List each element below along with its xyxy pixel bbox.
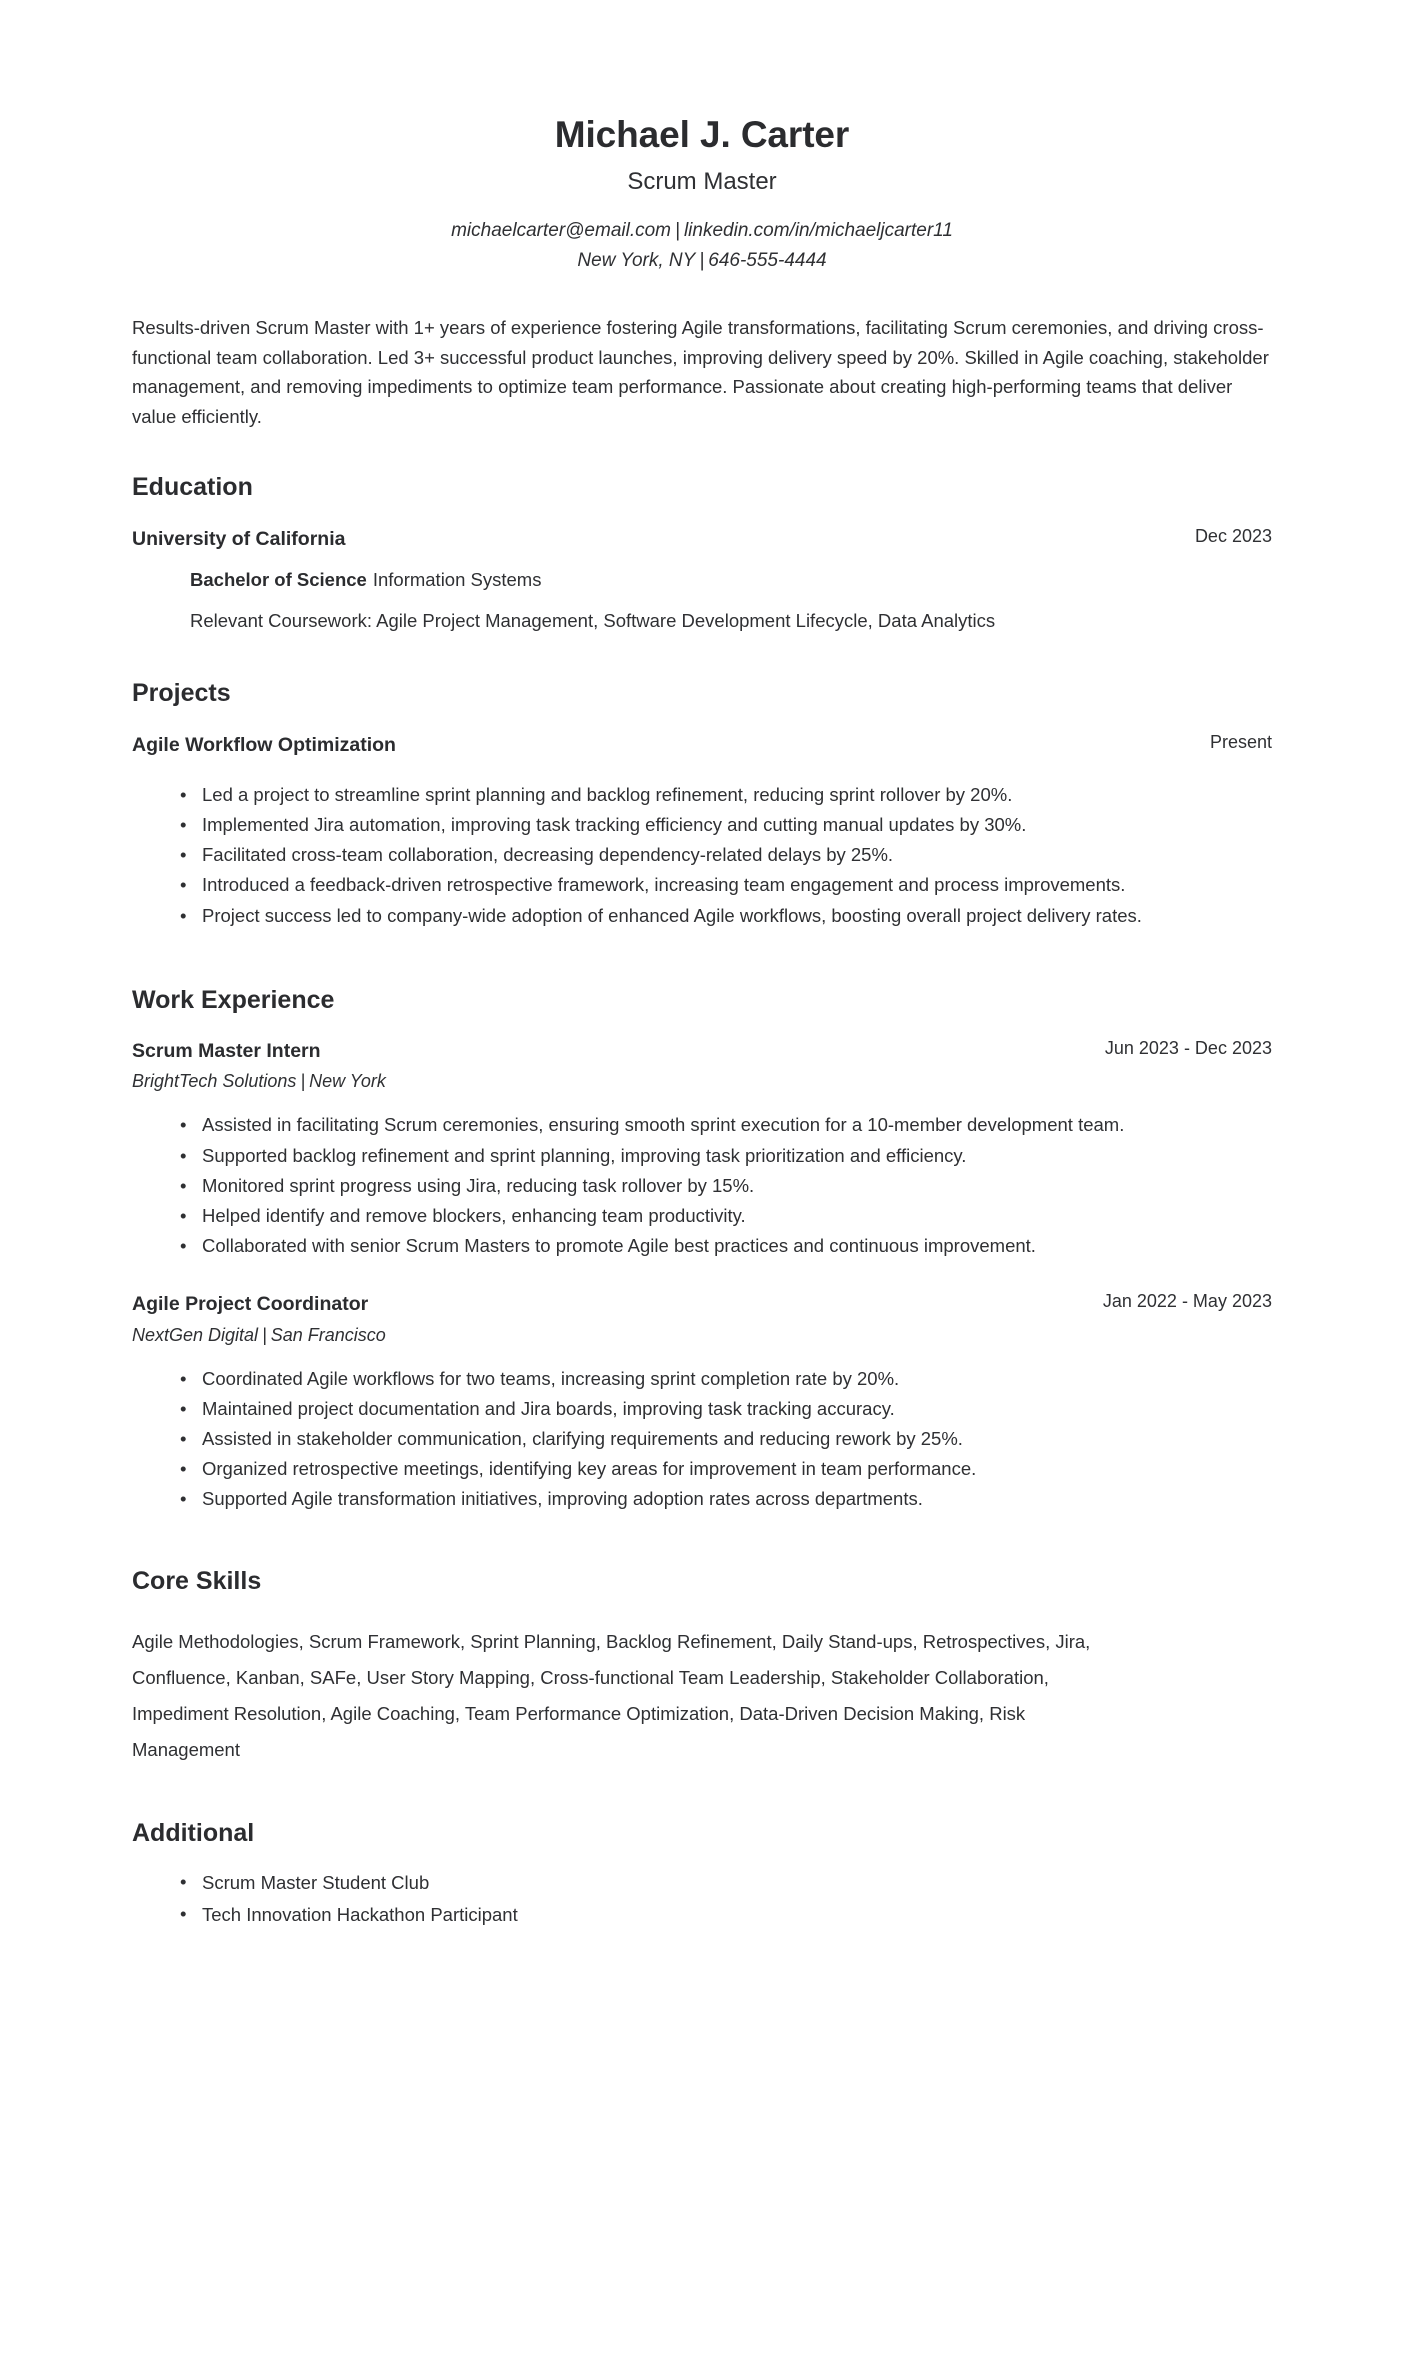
contact-email[interactable]: michaelcarter@email.com xyxy=(451,220,672,242)
work-bullet-list xyxy=(132,1110,1272,1261)
project-bullet-list xyxy=(132,780,1272,931)
list-item: • Supported Agile transformation initiatives, improving adoption rates across departments. xyxy=(180,1484,1272,1514)
work-company: BrightTech Solutions xyxy=(132,1071,297,1092)
work-entry-header xyxy=(132,1291,1272,1317)
work-entry xyxy=(132,1038,1272,1261)
list-item: • Organized retrospective meetings, identifying key areas for improvement in team performance. xyxy=(180,1454,1272,1484)
section-projects xyxy=(132,678,1272,930)
education-field: Information Systems xyxy=(372,568,542,590)
work-company-line xyxy=(132,1069,1272,1094)
education-school: University of California xyxy=(132,527,346,550)
additional-list xyxy=(132,1867,1272,1931)
list-item: • Tech Innovation Hackathon Participant xyxy=(180,1899,1272,1931)
education-degree: Bachelor of Science xyxy=(190,568,367,590)
work-entry xyxy=(132,1291,1272,1514)
project-entry-header xyxy=(132,732,1272,758)
work-date: Jun 2023 - Dec 2023 xyxy=(1104,1037,1272,1058)
section-heading-additional: Additional xyxy=(132,1818,255,1847)
section-education xyxy=(132,472,1272,634)
work-position: Agile Project Coordinator xyxy=(132,1293,369,1316)
education-degree-line xyxy=(190,566,1272,594)
section-heading-education: Education xyxy=(132,473,253,502)
education-entry xyxy=(132,526,1272,635)
list-item: • Assisted in stakeholder communication, clarifying requirements and reducing rework by 25%. xyxy=(180,1424,1272,1454)
core-skills-text: Agile Methodologies, Scrum Framework, Sprint Planning, Backlog Refinement, Daily Stand-ups, Retrospectives, Jira, Confluence, Kanban, SAFe, User Story Mapping, Cross-functional Team Leadership, Stakeholder Collaboration, Impediment Resolution, Agile Coaching, Team Performance Optimization, Data-Driven Decision Making, Risk Management xyxy=(132,1630,1091,1760)
section-heading-core-skills: Core Skills xyxy=(132,1567,262,1596)
section-core-skills xyxy=(132,1566,1272,1768)
education-entry-header xyxy=(132,526,1272,552)
project-entry xyxy=(132,732,1272,931)
contact-location: New York, NY xyxy=(577,249,696,271)
contact-line-secondary xyxy=(132,247,1272,275)
header-job-title: Scrum Master xyxy=(627,168,777,196)
list-item: • Supported backlog refinement and sprint planning, improving task prioritization and efficiency. xyxy=(180,1141,1272,1171)
education-date: Dec 2023 xyxy=(1194,525,1272,546)
section-heading-projects: Projects xyxy=(132,679,231,708)
list-item: • Maintained project documentation and Jira boards, improving task tracking accuracy. xyxy=(180,1394,1272,1424)
contact-separator: | xyxy=(699,249,705,271)
section-heading-work-experience: Work Experience xyxy=(132,985,335,1014)
list-item: • Project success led to company-wide adoption of enhanced Agile workflows, boosting overall project delivery rates. xyxy=(180,901,1272,931)
contact-phone[interactable]: 646-555-4444 xyxy=(708,249,827,271)
list-item: • Coordinated Agile workflows for two teams, increasing sprint completion rate by 20%. xyxy=(180,1364,1272,1394)
work-company: NextGen Digital xyxy=(132,1324,259,1345)
list-item: • Introduced a feedback-driven retrospective framework, increasing team engagement and process improvements. xyxy=(180,870,1272,900)
list-item: • Monitored sprint progress using Jira, reducing task rollover by 15%. xyxy=(180,1171,1272,1201)
work-bullet-list xyxy=(132,1364,1272,1515)
list-item: • Scrum Master Student Club xyxy=(180,1867,1272,1899)
work-separator: | xyxy=(262,1324,267,1345)
contact-linkedin[interactable]: linkedin.com/in/michaeljcarter11 xyxy=(683,220,953,242)
list-item: • Implemented Jira automation, improving task tracking efficiency and cutting manual updates by 30%. xyxy=(180,810,1272,840)
work-date: Jan 2022 - May 2023 xyxy=(1102,1291,1272,1312)
resume-header xyxy=(132,0,1272,275)
project-name: Agile Workflow Optimization xyxy=(132,733,396,756)
education-coursework: Relevant Coursework: Agile Project Management, Software Development Lifecycle, Data Analytics xyxy=(190,609,996,631)
section-work-experience xyxy=(132,985,1272,1515)
section-additional xyxy=(132,1818,1272,1931)
list-item: • Assisted in facilitating Scrum ceremonies, ensuring smooth sprint execution for a 10-member development team. xyxy=(180,1110,1272,1140)
work-company-line xyxy=(132,1323,1272,1348)
contact-separator: | xyxy=(675,220,680,242)
list-item: • Facilitated cross-team collaboration, decreasing dependency-related delays by 25%. xyxy=(180,840,1272,870)
work-entry-header xyxy=(132,1038,1272,1064)
list-item: • Collaborated with senior Scrum Masters to promote Agile best practices and continuous improvement. xyxy=(180,1231,1272,1261)
work-separator: | xyxy=(300,1071,306,1092)
project-date: Present xyxy=(1209,731,1272,752)
work-location: New York xyxy=(309,1071,386,1092)
work-position: Scrum Master Intern xyxy=(132,1039,321,1062)
contact-line-primary xyxy=(132,217,1272,245)
work-location: San Francisco xyxy=(270,1324,386,1345)
list-item: • Led a project to streamline sprint planning and backlog refinement, reducing sprint rollover by 20%. xyxy=(180,780,1272,810)
page-title: Michael J. Carter xyxy=(554,114,850,155)
list-item: • Helped identify and remove blockers, enhancing team productivity. xyxy=(180,1201,1272,1231)
professional-summary: Results-driven Scrum Master with 1+ years of experience fostering Agile transformations, facilitating Scrum ceremonies, and driving cross-functional team collaboration. Led 3+ successful product launches, improving delivery speed by 20%. Skilled in Agile coaching, stakeholder management, and removing impediments to optimize team performance. Passionate about creating high-performing teams that deliver value efficiently. xyxy=(132,316,1269,428)
